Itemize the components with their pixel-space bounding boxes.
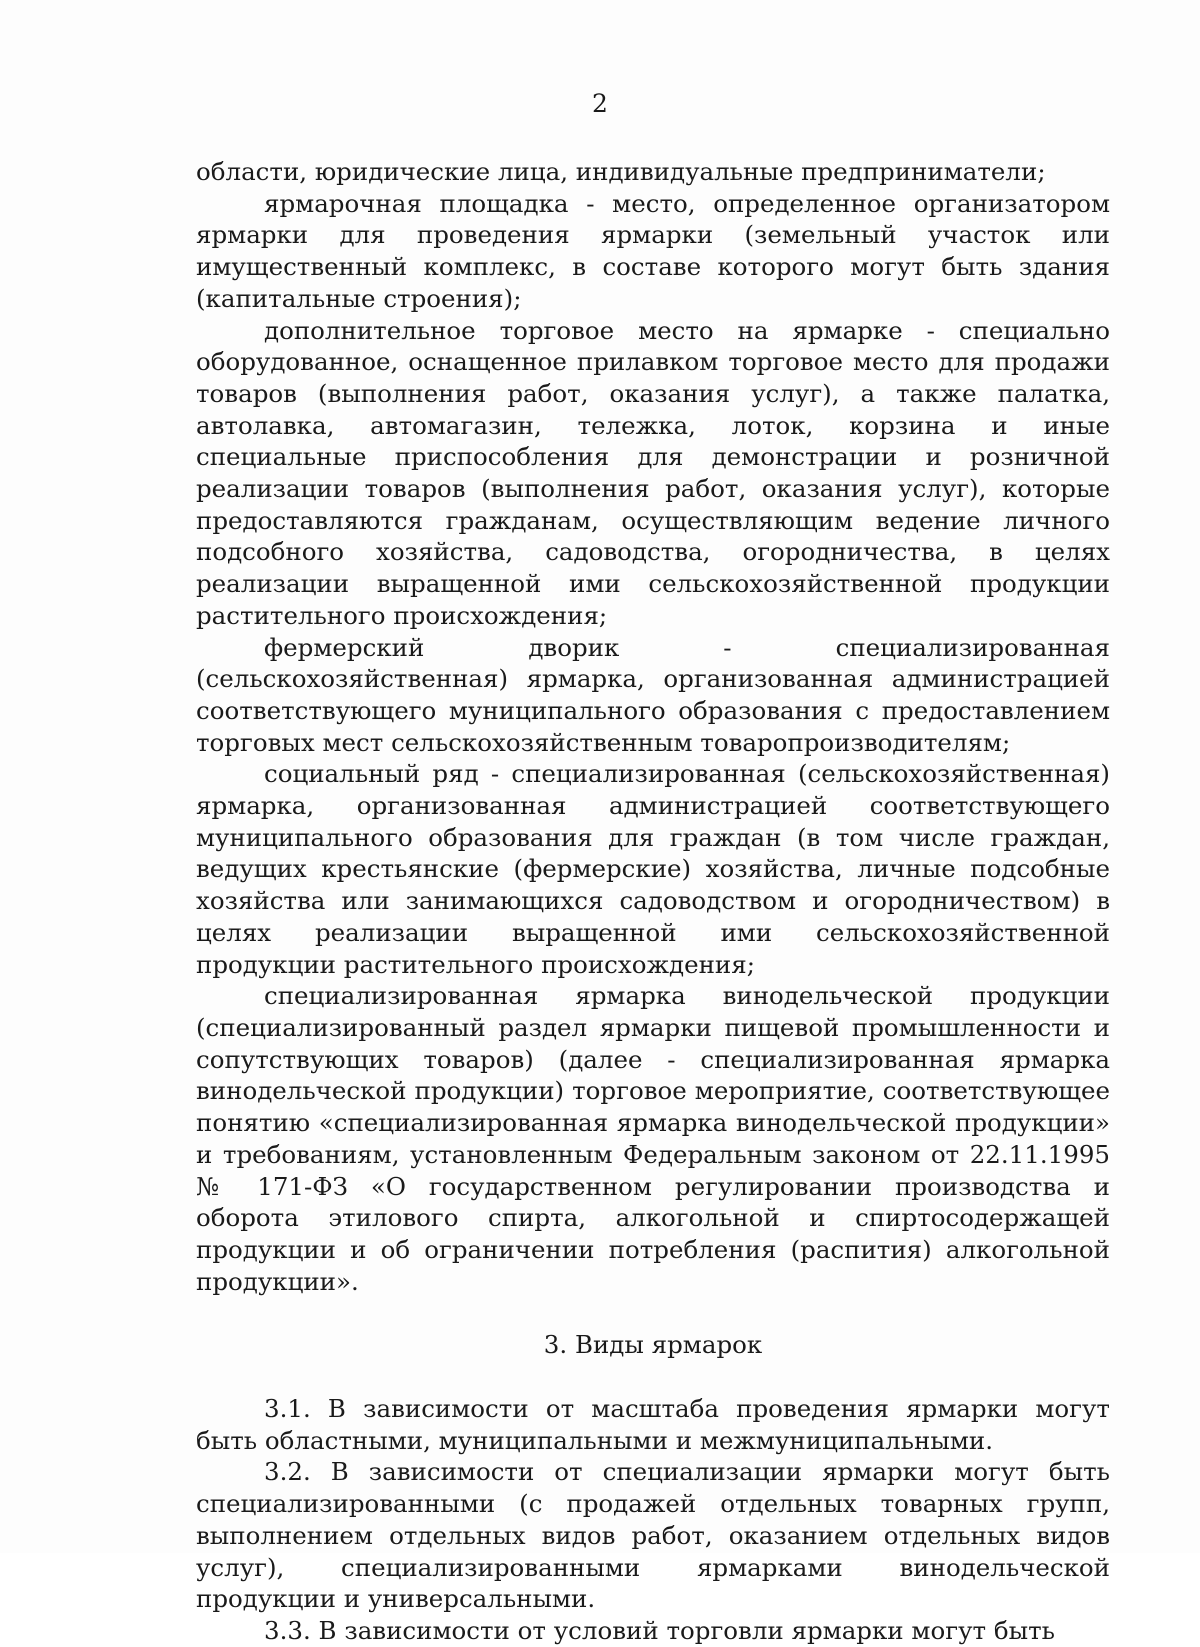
paragraph-continuation: области, юридические лица, индивидуальные предприниматели;: [196, 157, 1046, 186]
definition-additional-trade-place: дополнительное торговое место на ярмарке - специально оборудованное, оснащенное прилавком торговое место для продажи товаров (выполнения работ, оказания услуг), а также палатка, автолавка, автомагазин, тележка, лоток, корзина и иные специальные приспособления для демонстрации и розничной реализации товаров (выполнения работ, оказания услуг), которые предоставляются гражданам, осуществляющим ведение личного подсобного хозяйства, садоводства, огородничества, в целях реализации выращенной ими сельскохозяйственной продукции растительного происхождения;: [196, 315, 1110, 630]
clause-3-2: 3.2. В зависимости от специализации ярмарки могут быть специализированными (с продажей отдельных товарных групп, выполнением отдельных видов работ, оказанием отдельных видов услуг), специализированными ярмарками винодельческой продукции и универсальными.: [196, 1457, 1110, 1614]
definition-social-row: социальный ряд - специализированная (сельскохозяйственная) ярмарка, организованная администрацией соответствующего муниципального образования для граждан (в том числе граждан, ведущих крестьянские (фермерские) хозяйства, личные подсобные хозяйства или занимающихся садоводством и огородничеством) в целях реализации выращенной ими сельскохозяйственной продукции растительного происхождения;: [196, 759, 1110, 979]
definition-fair-site: ярмарочная площадка - место, определенное организатором ярмарки для проведения ярмарки (земельный участок или имущественный комплекс, в составе которого могут быть здания (капитальные строения);: [196, 188, 1110, 313]
clause-3-3: 3.3. В зависимости от условий торговли ярмарки могут быть: [264, 1615, 1055, 1645]
page-number: 2: [592, 89, 608, 118]
definition-farmer-yard: фермерский дворик - специализированная (сельскохозяйственная) ярмарка, организованная администрацией соответствующего муниципального образования с предоставлением торговых мест сельскохозяйственным товаропроизводителям;: [196, 632, 1110, 757]
clause-3-1: 3.1. В зависимости от масштаба проведения ярмарки могут быть областными, муниципальными и межмуниципальными.: [196, 1394, 1110, 1455]
definition-wine-fair: специализированная ярмарка винодельческой продукции (специализированный раздел ярмарки пищевой промышленности и сопутствующих товаров) (далее - специализированная ярмарка винодельческой продукции) торговое мероприятие, соответствующее понятию «специализированная ярмарка винодельческой продукции» и требованиям, установленным Федеральным законом от 22.11.1995 № 171-ФЗ «О государственном регулировании производства и оборота этилового спирта, алкогольной и спиртосодержащей продукции и об ограничении потребления (распития) алкогольной продукции».: [196, 981, 1110, 1296]
section-heading: 3. Виды ярмарок: [543, 1330, 763, 1360]
document-body: [196, 156, 1110, 1647]
